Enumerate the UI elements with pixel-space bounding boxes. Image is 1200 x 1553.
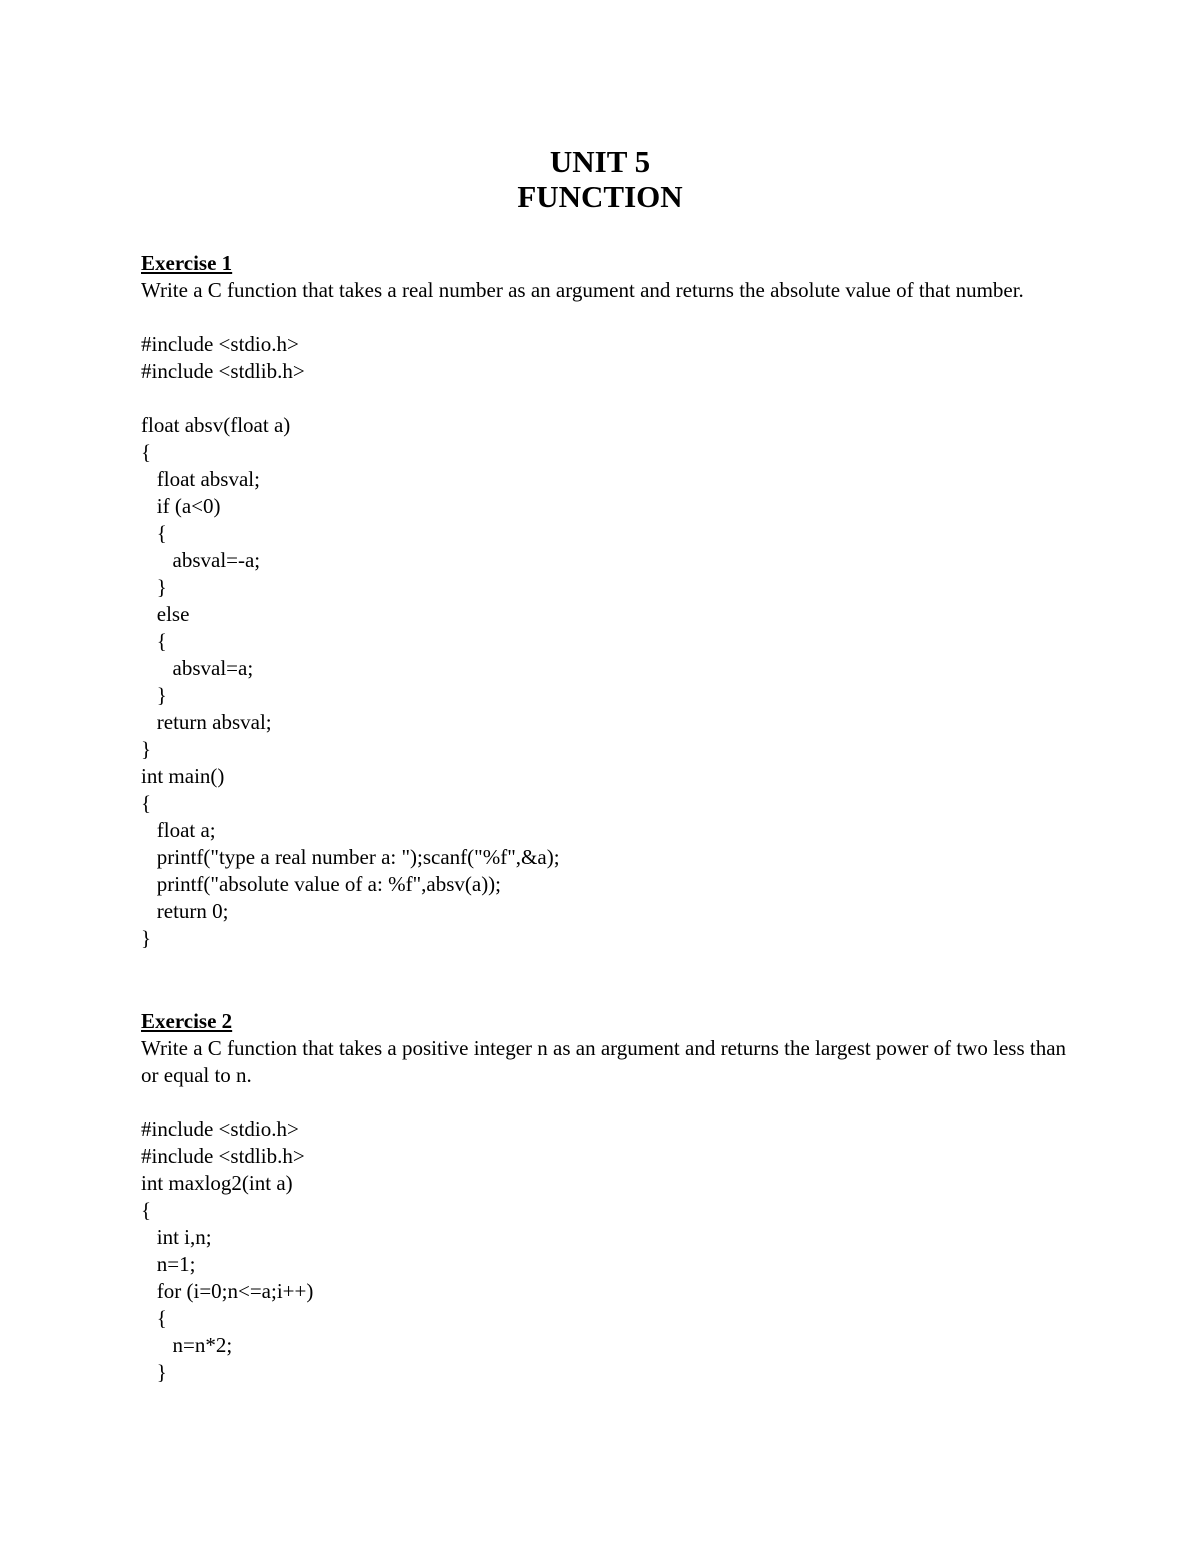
code-line: float absval; [141,467,260,491]
code-line [141,385,1071,412]
exercise-1-description: Write a C function that takes a real number as an argument and returns the absolute value of that number. [141,278,1024,302]
code-line: } [141,575,167,599]
code-line: n=n*2; [141,1333,233,1357]
exercise-1-heading: Exercise 1 [141,251,233,275]
code-line: int maxlog2(int a) [141,1171,293,1195]
code-line: int main() [141,764,225,788]
code-line: return 0; [141,899,229,923]
code-line: float absv(float a) [141,413,291,437]
unit-subtitle: FUNCTION [517,179,683,214]
exercise-1-section [141,250,1071,952]
exercise-2-section [141,1008,1071,1386]
code-line: #include <stdlib.h> [141,1144,305,1168]
code-line: } [141,737,152,761]
code-line: n=1; [141,1252,196,1276]
exercise-2-description: Write a C function that takes a positive integer n as an argument and returns the largest power of two less than or equal to n. [141,1036,1067,1087]
code-line: #include <stdio.h> [141,1117,299,1141]
code-line: int i,n; [141,1225,212,1249]
code-line: } [141,683,167,707]
exercise-2-heading: Exercise 2 [141,1009,233,1033]
code-line: #include <stdlib.h> [141,359,305,383]
code-line: if (a<0) [141,494,221,518]
code-line: absval=a; [141,656,254,680]
code-line: } [141,926,152,950]
code-line: printf("absolute value of a: %f",absv(a)); [141,872,502,896]
code-line: } [141,1360,167,1384]
code-line: { [141,521,167,545]
code-line: { [141,791,152,815]
code-line: absval=-a; [141,548,261,572]
exercise-1-code [141,331,1071,952]
code-line: for (i=0;n<=a;i++) [141,1279,314,1303]
code-line: printf("type a real number a: ");scanf("%f",&a); [141,845,560,869]
code-line: float a; [141,818,216,842]
code-line: { [141,440,152,464]
code-line: return absval; [141,710,272,734]
code-line: { [141,1198,152,1222]
code-line: else [141,602,190,626]
code-line: { [141,629,167,653]
code-line: #include <stdio.h> [141,332,299,356]
exercise-2-code [141,1116,1071,1386]
unit-title: UNIT 5 [549,144,651,179]
code-line: { [141,1306,167,1330]
